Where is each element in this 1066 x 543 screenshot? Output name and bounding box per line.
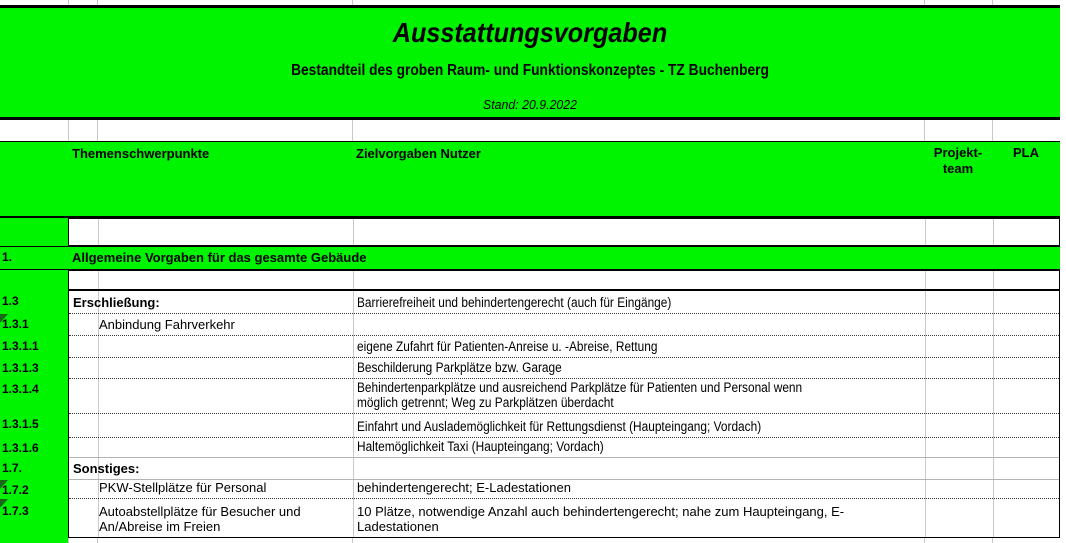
corner-marker-icon [0,480,8,489]
theme-cell[interactable]: Erschließung: [73,295,160,310]
corner-marker-icon [0,314,8,323]
row-number[interactable]: 1.3 [2,294,19,308]
target-cell[interactable]: eigene Zufahrt für Patienten-Anreise u. -Abreise, Rettung [357,339,658,354]
row-number[interactable]: 1.3.1 [2,317,29,331]
spacer-row[interactable] [68,270,1060,290]
corner-marker-icon [0,499,8,508]
theme-cell[interactable] [69,410,353,413]
row-number[interactable]: 1.3.1.1 [2,339,39,353]
row-number[interactable]: 1.3.1.4 [2,382,39,396]
row-number[interactable]: 1.3.1.5 [2,417,39,431]
page-title: Ausstattungsvorgaben [392,17,668,48]
table-row[interactable] [69,379,1059,414]
row-number[interactable]: 1.7.3 [2,504,29,518]
table-row[interactable] [69,291,1059,314]
section-row[interactable] [0,246,1060,270]
page-subtitle: Bestandteil des groben Raum- und Funktionskonzeptes - TZ Buchenberg [291,62,769,79]
row-number[interactable]: 1.7. [2,461,23,475]
target-cell[interactable]: Barrierefreiheit und behindertengerecht (auch für Eingänge) [357,295,672,310]
theme-cell[interactable] [69,354,353,357]
target-cell[interactable] [353,332,925,335]
target-cell[interactable]: Haltemöglichkeit Taxi (Haupteingang; Vordach) [357,439,604,454]
data-table [68,290,1060,538]
bottom-grid-strip [0,538,1066,543]
theme-cell[interactable] [69,375,353,378]
table-row[interactable] [69,358,1059,379]
target-cell[interactable]: behindertengerecht; E-Ladestationen [357,480,571,495]
section-title: Allgemeine Vorgaben für das gesamte Gebäude [72,250,367,265]
row-number[interactable]: 1.3.1.6 [2,441,39,455]
spacer-row[interactable] [68,218,1060,246]
row-number[interactable]: 1.7.2 [2,483,29,497]
table-row[interactable] [69,480,1059,499]
table-row[interactable] [69,314,1059,336]
column-header-ziel: Zielvorgaben Nutzer [356,146,481,161]
theme-cell[interactable] [69,434,353,437]
table-row[interactable] [69,499,1059,537]
target-cell[interactable]: 10 Plätze, notwendige Anzahl auch behindertengerecht; nahe zum Haupteingang, E- Ladestationen [357,504,845,534]
theme-cell[interactable]: Sonstiges: [73,461,140,476]
table-row[interactable] [69,458,1059,480]
target-cell[interactable] [353,476,925,479]
theme-cell[interactable] [69,454,353,457]
theme-cell[interactable]: PKW-Stellplätze für Personal [99,480,267,495]
row-number[interactable]: 1.3.1.3 [2,361,39,375]
target-cell[interactable]: Einfahrt und Auslademöglichkeit für Rettungsdienst (Haupteingang; Vordach) [357,419,762,434]
table-row[interactable] [69,414,1059,438]
column-header-row[interactable] [0,141,1060,218]
target-cell[interactable]: Beschilderung Parkplätze bzw. Garage [357,360,562,375]
column-header-projektteam: Projekt- team [933,145,983,176]
column-header-themen: Themenschwerpunkte [72,146,210,161]
section-number: 1. [2,250,13,264]
target-cell[interactable]: Behindertenparkplätze und ausreichend Parkplätze für Patienten und Personal wenn möglich getrennt; Weg zu Parkplätzen überdacht [357,380,803,410]
gap-row [0,120,1066,141]
theme-cell[interactable]: Autoabstellplätze für Besucher und An/Abreise im Freien [99,504,301,534]
status-date: Stand: 20.9.2022 [482,97,578,112]
theme-cell[interactable]: Anbindung Fahrverkehr [99,317,235,332]
title-banner-cell[interactable] [0,5,1060,120]
table-row[interactable] [69,336,1059,358]
table-row[interactable] [69,438,1059,458]
column-header-pla: PLA [1013,145,1039,160]
